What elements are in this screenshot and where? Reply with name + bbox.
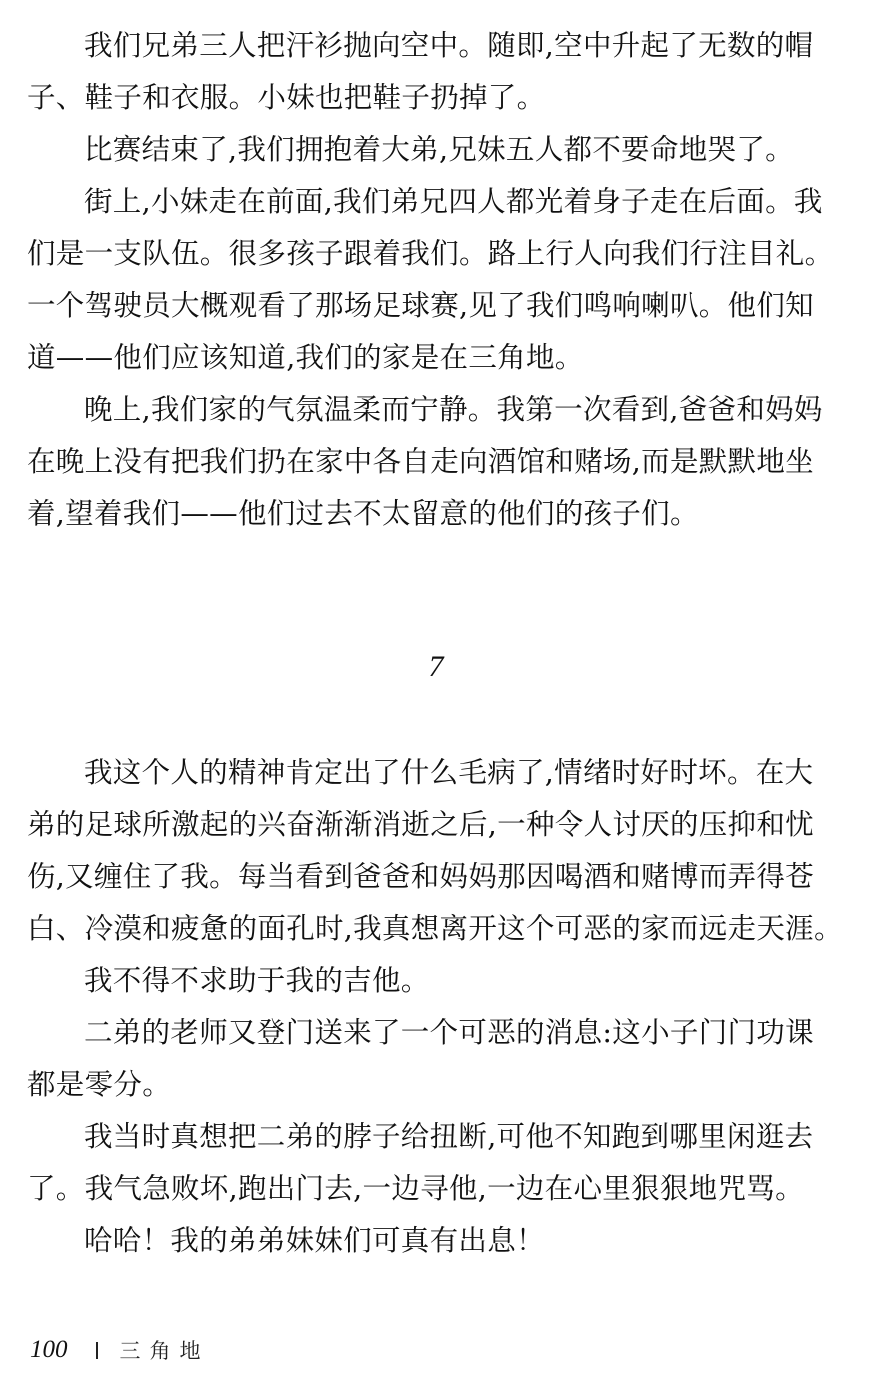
footer-separator bbox=[96, 1342, 98, 1359]
text-line: 比赛结束了,我们拥抱着大弟,兄妹五人都不要命地哭了。 bbox=[84, 133, 794, 166]
chapter-heading: 7 bbox=[428, 650, 444, 683]
text-line: 了。我气急败坏,跑出门去,一边寻他,一边在心里狠狠地咒骂。 bbox=[27, 1172, 804, 1205]
book-title: 三角地 bbox=[119, 1339, 210, 1363]
text-line: 我这个人的精神肯定出了什么毛病了,情绪时好时坏。在大 bbox=[84, 756, 814, 789]
text-line: 我们兄弟三人把汗衫抛向空中。随即,空中升起了无数的帽 bbox=[84, 29, 814, 62]
text-line: 们是一支队伍。很多孩子跟着我们。路上行人向我们行注目礼。 bbox=[27, 237, 834, 270]
text-line: 我不得不求助于我的吉他。 bbox=[84, 964, 430, 997]
text-line: 二弟的老师又登门送来了一个可恶的消息:这小子门门功课 bbox=[84, 1016, 814, 1049]
text-line: 哈哈！我的弟弟妹妹们可真有出息！ bbox=[84, 1224, 545, 1257]
text-line: 弟的足球所激起的兴奋渐渐消逝之后,一种令人讨厌的压抑和忧 bbox=[27, 808, 814, 841]
text-line: 伤,又缠住了我。每当看到爸爸和妈妈那因喝酒和赌博而弄得苍 bbox=[27, 860, 814, 893]
text-line: 晚上,我们家的气氛温柔而宁静。我第一次看到,爸爸和妈妈 bbox=[84, 393, 823, 426]
page-number: 100 bbox=[30, 1336, 68, 1363]
text-line: 子、鞋子和衣服。小妹也把鞋子扔掉了。 bbox=[27, 81, 546, 114]
text-line: 白、冷漠和疲惫的面孔时,我真想离开这个可恶的家而远走天涯。 bbox=[27, 912, 843, 945]
text-line: 我当时真想把二弟的脖子给扭断,可他不知跑到哪里闲逛去 bbox=[84, 1120, 814, 1153]
text-line: 街上,小妹走在前面,我们弟兄四人都光着身子走在后面。我 bbox=[84, 185, 823, 218]
text-line: 在晚上没有把我们扔在家中各自走向酒馆和赌场,而是默默地坐 bbox=[27, 445, 814, 478]
text-line: 都是零分。 bbox=[27, 1068, 172, 1101]
text-line: 一个驾驶员大概观看了那场足球赛,见了我们鸣响喇叭。他们知 bbox=[27, 289, 814, 322]
page-footer bbox=[30, 1332, 210, 1368]
text-line: 着,望着我们——他们过去不太留意的他们的孩子们。 bbox=[27, 497, 699, 530]
text-line: 道——他们应该知道,我们的家是在三角地。 bbox=[27, 341, 584, 374]
